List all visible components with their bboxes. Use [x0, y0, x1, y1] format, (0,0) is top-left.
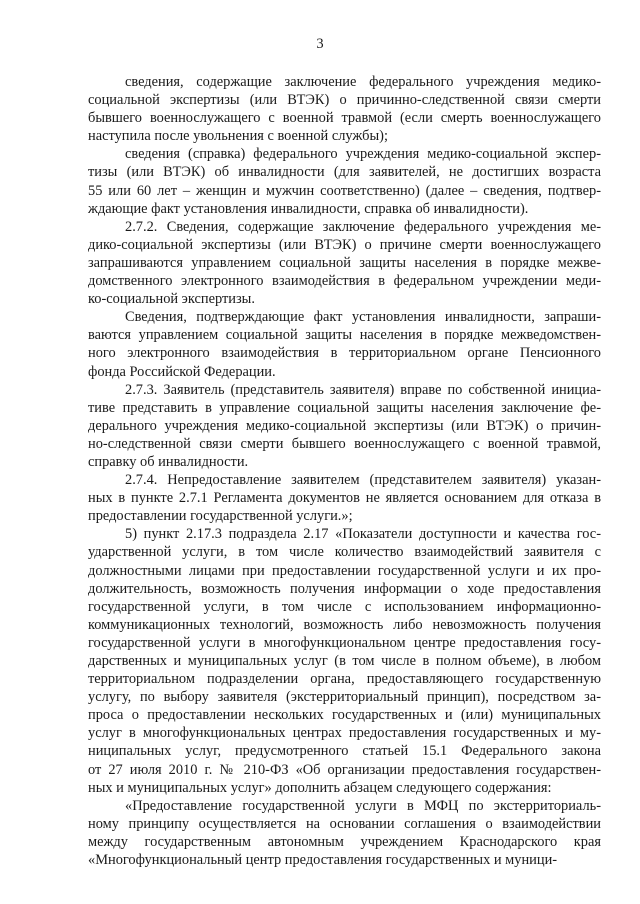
text-line: социальной экспертизы (или ВТЭК) о причинно-следственной связи смерти [88, 92, 601, 109]
text-line: ударственной услуги, в том числе количество взаимодействий заявителя с [88, 544, 601, 561]
paragraph [88, 145, 601, 217]
text-line: государственной услуги в многофункциональном центре предоставления госу- [88, 634, 601, 651]
text-line: дерального учреждения медико-социальной экспертизы (или ВТЭК) о причин- [88, 417, 601, 434]
text-line: 2.7.2. Сведения, содержащие заключение федерального учреждения ме- [125, 218, 601, 235]
text-line: ваются управлением социальной защиты населения в порядке межведомствен- [88, 327, 601, 344]
text-line: тиве представить в управление социальной защиты населения заключение фе- [88, 399, 601, 416]
text-line: дико-социальной экспертизы (или ВТЭК) о причине смерти военнослужащего [88, 236, 601, 253]
text-line: 5) пункт 2.17.3 подраздела 2.17 «Показатели доступности и качества гос- [125, 526, 601, 543]
text-line: ному принципу осуществляется на основании соглашения о взаимодействии [88, 815, 601, 832]
paragraph [88, 73, 601, 145]
text-line: должительность, возможность получения информации о ходе предоставления [88, 580, 601, 597]
paragraph [88, 308, 601, 380]
text-line: государственной услуги, в том числе с использованием информационно- [88, 598, 601, 615]
text-line: услугу, по выбору заявителя (экстерриториальный принцип), посредством за- [88, 689, 601, 706]
text-line: предоставлении государственной услуги.»; [88, 508, 353, 525]
text-line: сведения (справка) федерального учреждения медико-социальной экспер- [125, 146, 601, 163]
paragraph [88, 218, 601, 308]
text-line: ных в пункте 2.7.1 Регламента документов не является основанием для отказа в [88, 490, 601, 507]
text-line: справку об инвалидности. [88, 453, 249, 470]
text-line: проса о предоставлении нескольких государственных и (или) муниципальных [88, 707, 601, 724]
text-line: наступила после увольнения с военной службы); [88, 128, 388, 145]
text-line: территориальном подразделении органа, предоставляющего государственную [88, 671, 601, 688]
text-line: сведения, содержащие заключение федерального учреждения медико- [125, 74, 601, 90]
text-line: ко-социальной экспертизы. [88, 291, 255, 308]
text-line: ного электронного взаимодействия в территориальном органе Пенсионного [88, 345, 601, 362]
text-line: «Предоставление государственной услуги в МФЦ по экстерриториаль- [125, 797, 601, 814]
text-line: дарственных и муниципальных услуг (в том числе в полном объеме), в любом [88, 653, 601, 669]
text-line: домственного электронного взаимодействия в федеральном учреждении меди- [88, 273, 601, 290]
text-line: коммуникационных технологий, возможность либо невозможность получения [88, 616, 601, 633]
text-line: тизы (или ВТЭК) об инвалидности (для заявителей, не достигших возраста [88, 164, 601, 181]
paragraph [88, 381, 601, 471]
text-line: 2.7.4. Непредоставление заявителем (представителем заявителя) указан- [125, 472, 601, 489]
text-line: 2.7.3. Заявитель (представитель заявителя) вправе по собственной инициа- [125, 381, 601, 398]
text-line: запрашиваются управлением социальной защиты населения в порядке межве- [88, 254, 601, 271]
paragraph [88, 797, 601, 869]
text-line: бывшего военнослужащего с военной травмой (если смерть военнослужащего [88, 110, 601, 127]
text-line: Сведения, подтверждающие факт установления инвалидности, запраши- [125, 309, 601, 326]
text-line: ных и муниципальных услуг» дополнить абзацем следующего содержания: [88, 779, 552, 796]
document-body [88, 73, 601, 869]
text-line: «Многофункциональный центр предоставления государственных и муници- [88, 852, 558, 869]
text-line: ждающие факт установления инвалидности, справка об инвалидности). [88, 200, 529, 217]
paragraph [88, 525, 601, 796]
text-line: от 27 июля 2010 г. № 210-ФЗ «Об организации предоставления государствен- [88, 761, 601, 778]
text-line: фонда Российской Федерации. [88, 363, 276, 380]
text-line: ниципальных услуг, предусмотренного статьей 15.1 Федерального закона [88, 743, 601, 760]
text-line: услуг в многофункциональных центрах предоставления государственных и му- [88, 725, 601, 742]
paragraph [88, 471, 601, 525]
text-line: 55 или 60 лет – женщин и мужчин соответственно) (далее – сведения, подтвер- [88, 182, 601, 199]
text-line: между государственным автономным учреждением Краснодарского края [88, 833, 601, 850]
text-line: должностными лицами при предоставлении государственной услуги и их про- [88, 562, 601, 579]
page-number: 3 [316, 36, 324, 52]
text-line: но-следственной связи смерти бывшего военнослужащего с военной травмой, [88, 435, 601, 452]
